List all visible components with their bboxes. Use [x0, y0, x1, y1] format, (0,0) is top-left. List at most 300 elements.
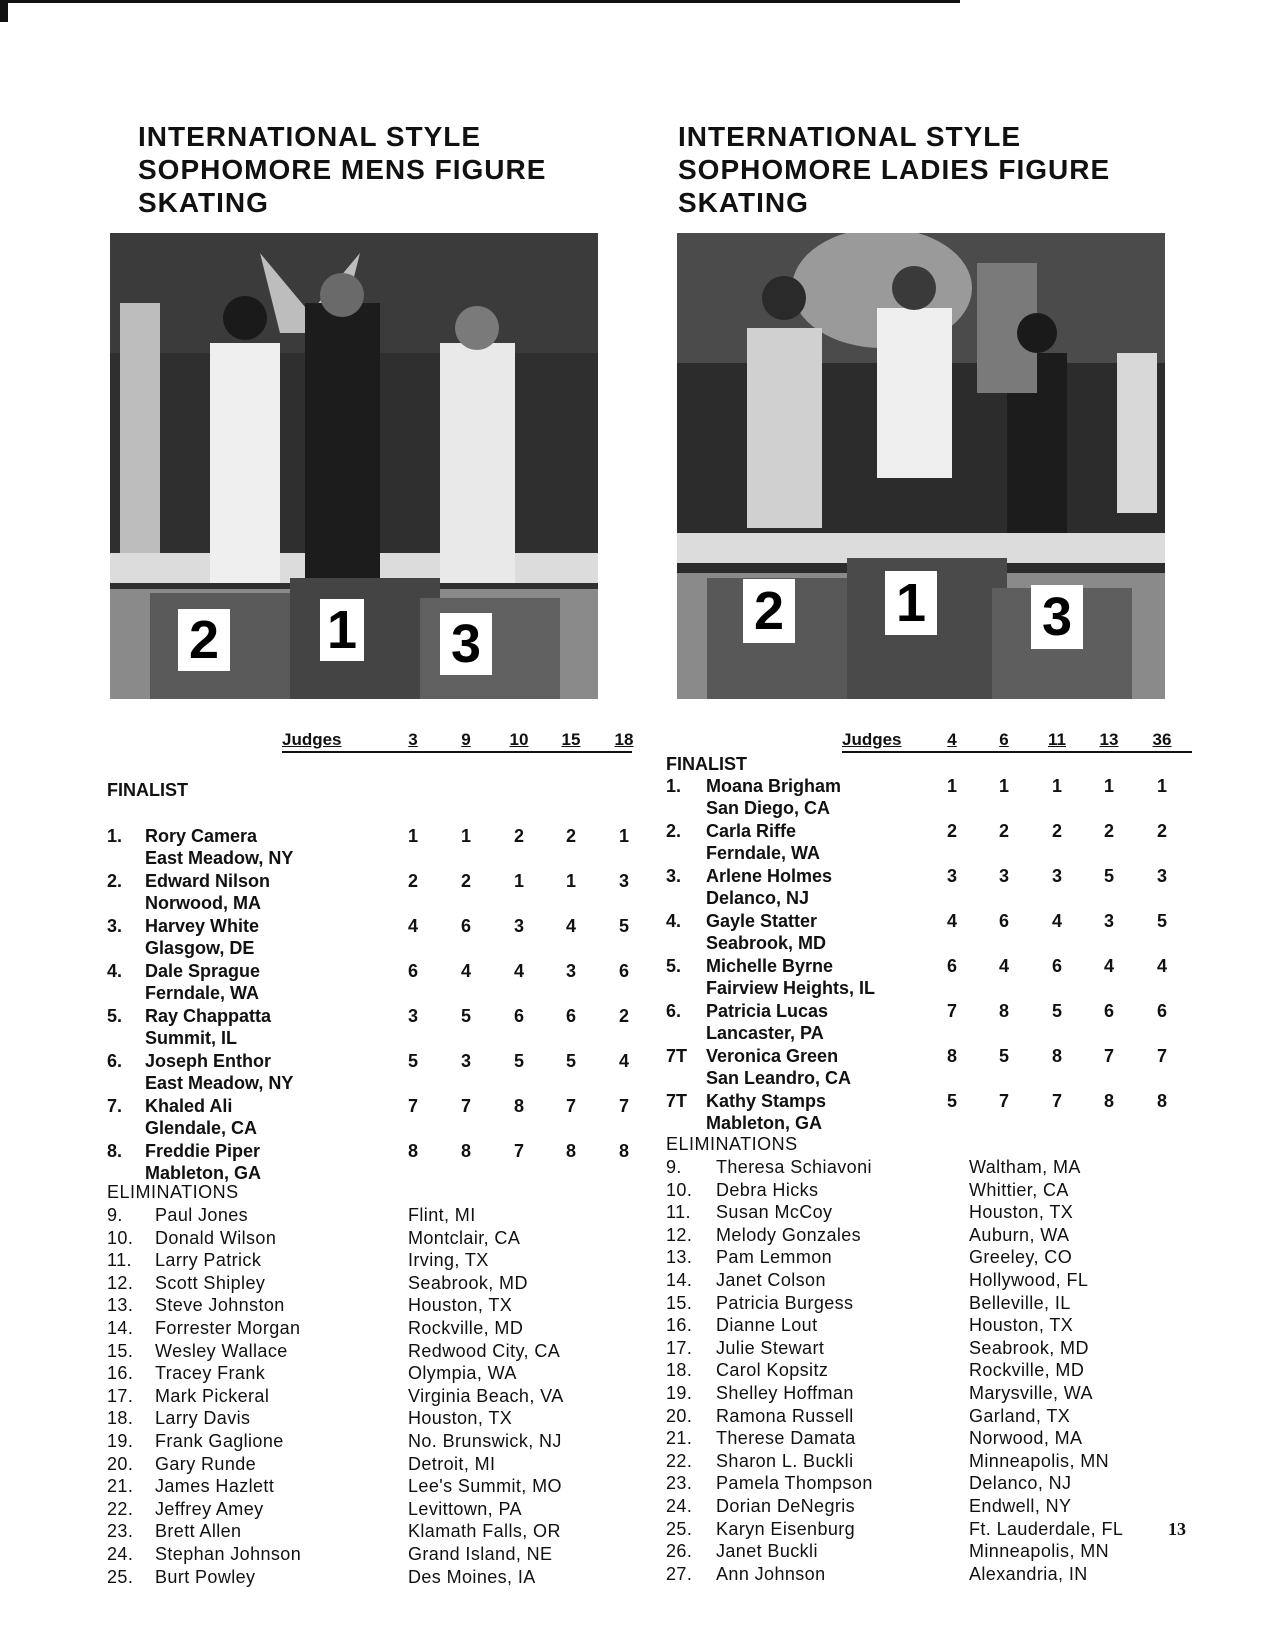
finalist-rank: 3.: [666, 866, 682, 886]
elimination-city: Grand Island, NE: [408, 1544, 553, 1564]
judge-score: 4: [1051, 911, 1062, 931]
judge-score: 5: [618, 916, 629, 936]
elimination-city: Lee's Summit, MO: [408, 1476, 562, 1497]
finalist-rank: 8.: [107, 1141, 123, 1161]
elimination-name: Sharon L. Buckli: [716, 1450, 854, 1471]
finalist-row: [666, 1001, 1266, 1046]
elimination-row: [107, 1567, 637, 1589]
elimination-name: Janet Buckli: [716, 1541, 818, 1562]
ladies-title: INTERNATIONAL STYLE SOPHOMORE LADIES FIGURE SKATING: [678, 121, 1111, 218]
judge-score: 4: [618, 1051, 629, 1071]
finalist-name: Kathy Stamps: [706, 1091, 827, 1111]
judge-score: 1: [460, 826, 471, 846]
elimination-rank: 25.: [107, 1566, 134, 1587]
elimination-name: Theresa Schiavoni: [716, 1157, 872, 1177]
judge-number: 13: [1099, 730, 1119, 749]
judge-score: 2: [460, 871, 471, 891]
elimination-name: Forrester Morgan: [155, 1318, 301, 1338]
elimination-city: Belleville, IL: [969, 1292, 1071, 1313]
elimination-city: Waltham, MA: [969, 1157, 1081, 1177]
elimination-row: [666, 1338, 1266, 1360]
elimination-rank: 11.: [666, 1202, 691, 1223]
elimination-name: Ramona Russell: [716, 1405, 854, 1426]
finalist-rank: 2.: [666, 821, 682, 841]
finalist-city: East Meadow, NY: [145, 1073, 294, 1093]
elimination-name: Therese Damata: [716, 1428, 856, 1449]
finalist-row: [107, 1096, 637, 1141]
elimination-city: Levittown, PA: [408, 1498, 522, 1519]
elimination-rank: 12.: [666, 1224, 693, 1245]
finalist-name: Rory Camera: [145, 826, 258, 846]
judge-score: 8: [946, 1046, 957, 1066]
judge-score: 1: [618, 826, 629, 846]
elimination-row: [107, 1228, 637, 1250]
elimination-city: Norwood, MA: [969, 1428, 1083, 1449]
judge-score: 7: [565, 1096, 576, 1116]
elimination-name: Jeffrey Amey: [155, 1498, 264, 1519]
elimination-city: Virginia Beach, VA: [408, 1385, 564, 1406]
elimination-name: Tracey Frank: [155, 1363, 266, 1384]
finalist-name: Ray Chappatta: [145, 1006, 272, 1026]
finalist-rank: 7.: [107, 1096, 123, 1116]
judge-number: 11: [1048, 730, 1066, 749]
judge-score: 7: [946, 1001, 957, 1021]
judge-score: 6: [946, 956, 957, 976]
finalist-rank: 5.: [107, 1006, 123, 1026]
elimination-rank: 9.: [107, 1205, 123, 1225]
elimination-rank: 22.: [107, 1498, 134, 1519]
judge-score: 3: [407, 1006, 418, 1026]
elimination-name: Gary Runde: [155, 1453, 257, 1474]
elimination-name: Stephan Johnson: [155, 1544, 302, 1564]
judge-score: 3: [618, 871, 629, 891]
judge-score: 5: [1156, 911, 1167, 931]
judge-score: 5: [1051, 1001, 1062, 1021]
elimination-rank: 18.: [107, 1408, 134, 1429]
elimination-row: [107, 1295, 637, 1317]
judge-score: 8: [1103, 1091, 1114, 1111]
elimination-city: Flint, MI: [408, 1205, 476, 1225]
podium-number-1: 1: [320, 599, 364, 661]
elimination-row: [666, 1383, 1266, 1405]
judge-score: 5: [460, 1006, 471, 1026]
elimination-row: [107, 1521, 637, 1543]
elimination-rank: 27.: [666, 1563, 693, 1584]
finalist-row: [666, 911, 1266, 956]
judge-number: 18: [614, 730, 634, 749]
elimination-city: Redwood City, CA: [408, 1340, 561, 1361]
finalist-city: East Meadow, NY: [145, 848, 294, 868]
elimination-rank: 18.: [666, 1360, 693, 1381]
finalist-name: Carla Riffe: [706, 821, 797, 841]
judge-score: 7: [1051, 1091, 1062, 1111]
judge-score: 5: [565, 1051, 576, 1071]
elimination-row: [666, 1564, 1266, 1586]
judge-score: 6: [513, 1006, 524, 1026]
finalist-city: Mableton, GA: [145, 1163, 261, 1183]
elimination-row: [666, 1541, 1266, 1563]
judge-score: 1: [407, 826, 418, 846]
elimination-row: [666, 1293, 1266, 1315]
judge-score: 3: [998, 866, 1009, 886]
elimination-rank: 11.: [107, 1250, 132, 1271]
finalist-row: [107, 871, 637, 916]
judge-score: 3: [513, 916, 524, 936]
finalist-name: Arlene Holmes: [706, 866, 833, 886]
judge-score: 8: [460, 1141, 471, 1161]
elimination-name: Frank Gaglione: [155, 1431, 284, 1451]
elimination-name: Mark Pickeral: [155, 1385, 270, 1406]
elimination-name: Dorian DeNegris: [716, 1496, 856, 1516]
elimination-row: [666, 1473, 1266, 1495]
judge-score: 5: [946, 1091, 957, 1111]
judge-score: 1: [565, 871, 576, 891]
elimination-name: Wesley Wallace: [155, 1340, 288, 1361]
judge-score: 3: [1156, 866, 1167, 886]
finalist-name: Edward Nilson: [145, 871, 271, 891]
elimination-rank: 21.: [107, 1476, 134, 1497]
judge-score: 6: [1103, 1001, 1114, 1021]
judge-number: 6: [999, 730, 1009, 749]
elimination-name: Julie Stewart: [716, 1337, 825, 1358]
judge-score: 4: [946, 911, 957, 931]
elimination-city: Olympia, WA: [408, 1363, 517, 1384]
finalist-name: Freddie Piper: [145, 1141, 261, 1161]
elimination-rank: 24.: [666, 1496, 693, 1516]
podium-number-3: 3: [440, 613, 492, 675]
elimination-row: [666, 1428, 1266, 1450]
finalist-rank: 2.: [107, 871, 123, 891]
judge-score: 1: [1103, 776, 1114, 796]
elimination-rank: 19.: [666, 1383, 693, 1403]
judge-score: 4: [1156, 956, 1167, 976]
elimination-row: [666, 1180, 1266, 1202]
mens-podium-photo: [110, 233, 598, 699]
elimination-rank: 9.: [666, 1157, 682, 1177]
elimination-name: Debra Hicks: [716, 1179, 819, 1200]
elimination-name: Brett Allen: [155, 1521, 242, 1542]
judge-number: 36: [1152, 730, 1172, 749]
finalist-city: San Diego, CA: [706, 798, 831, 818]
elimination-city: Houston, TX: [408, 1295, 513, 1316]
elimination-rank: 23.: [666, 1473, 693, 1494]
judge-score: 3: [946, 866, 957, 886]
judges-rule: [282, 751, 632, 753]
judge-score: 1: [513, 871, 524, 891]
judge-score: 5: [998, 1046, 1009, 1066]
elimination-row: [666, 1360, 1266, 1382]
elimination-name: Larry Davis: [155, 1408, 251, 1429]
finalist-rank: 7T: [666, 1046, 688, 1066]
finalist-city: Ferndale, WA: [145, 983, 260, 1003]
finalist-name: Dale Sprague: [145, 961, 261, 981]
judge-score: 5: [407, 1051, 418, 1071]
elimination-city: Klamath Falls, OR: [408, 1521, 561, 1542]
finalist-rank: 6.: [666, 1001, 682, 1021]
judge-score: 1: [1051, 776, 1062, 796]
judge-score: 6: [1156, 1001, 1167, 1021]
finalist-name: Khaled Ali: [145, 1096, 233, 1116]
finalist-row: [666, 1046, 1266, 1091]
judge-score: 4: [460, 961, 471, 981]
elimination-row: [666, 1225, 1266, 1247]
finalist-row: [107, 1006, 637, 1051]
judge-score: 1: [998, 776, 1009, 796]
elimination-rank: 13.: [107, 1295, 134, 1316]
elimination-row: [666, 1496, 1266, 1518]
judge-score: 7: [618, 1096, 629, 1116]
judge-number: 15: [561, 730, 581, 749]
finalist-row: [107, 1141, 637, 1186]
elimination-row: [666, 1451, 1266, 1473]
elimination-city: No. Brunswick, NJ: [408, 1431, 562, 1451]
finalist-row: [666, 1091, 1266, 1136]
podium-number-1: 1: [885, 571, 937, 635]
elimination-rank: 17.: [107, 1385, 134, 1406]
judge-score: 6: [618, 961, 629, 981]
elimination-rank: 21.: [666, 1428, 693, 1449]
elimination-rank: 16.: [666, 1315, 693, 1336]
podium-number-3: 3: [1031, 585, 1083, 649]
judge-score: 2: [1051, 821, 1062, 841]
elimination-row: [666, 1270, 1266, 1292]
judge-score: 2: [1156, 821, 1167, 841]
elimination-name: Scott Shipley: [155, 1272, 266, 1293]
elimination-rank: 13.: [666, 1247, 693, 1268]
elimination-name: Dianne Lout: [716, 1315, 818, 1336]
elimination-rank: 24.: [107, 1544, 134, 1564]
elimination-name: Donald Wilson: [155, 1227, 277, 1248]
finalist-name: Veronica Green: [706, 1046, 839, 1066]
finalist-city: Delanco, NJ: [706, 888, 810, 908]
elimination-city: Irving, TX: [408, 1250, 489, 1271]
elimination-rank: 26.: [666, 1541, 693, 1562]
finalist-row: [666, 956, 1266, 1001]
judge-score: 4: [998, 956, 1009, 976]
elimination-row: [107, 1341, 637, 1363]
mens-finalist-label: FINALIST: [107, 780, 188, 800]
corner-mark: [0, 0, 8, 22]
elimination-city: Garland, TX: [969, 1405, 1071, 1426]
elimination-row: [107, 1431, 637, 1453]
elimination-rank: 23.: [107, 1521, 134, 1542]
elimination-rank: 16.: [107, 1363, 134, 1384]
finalist-name: Harvey White: [145, 916, 260, 936]
elimination-rank: 15.: [107, 1340, 134, 1361]
elimination-row: [107, 1454, 637, 1476]
elimination-name: Patricia Burgess: [716, 1292, 854, 1313]
judge-score: 4: [407, 916, 418, 936]
judge-score: 3: [1103, 911, 1114, 931]
elimination-name: Paul Jones: [155, 1205, 249, 1225]
top-rule: [0, 0, 960, 3]
elimination-city: Marysville, WA: [969, 1383, 1093, 1403]
elimination-city: Rockville, MD: [408, 1318, 524, 1338]
judge-number: 4: [947, 730, 957, 749]
elimination-name: James Hazlett: [155, 1476, 275, 1497]
elimination-city: Detroit, MI: [408, 1453, 496, 1474]
finalist-city: Mableton, GA: [706, 1113, 822, 1133]
mens-title: INTERNATIONAL STYLE SOPHOMORE MENS FIGURE SKATING: [138, 121, 547, 218]
judge-score: 2: [1103, 821, 1114, 841]
judge-score: 3: [1051, 866, 1062, 886]
finalist-row: [107, 826, 637, 871]
finalist-row: [666, 821, 1266, 866]
elimination-row: [666, 1406, 1266, 1428]
finalist-row: [107, 1051, 637, 1096]
elimination-city: Houston, TX: [408, 1408, 513, 1429]
judge-number: 9: [461, 730, 471, 749]
judge-score: 5: [513, 1051, 524, 1071]
judge-score: 8: [565, 1141, 576, 1161]
elimination-name: Shelley Hoffman: [716, 1383, 854, 1403]
elimination-name: Janet Colson: [716, 1270, 826, 1290]
elimination-city: Des Moines, IA: [408, 1566, 536, 1587]
elimination-row: [107, 1544, 637, 1566]
judges-rule: [842, 751, 1192, 753]
judge-score: 6: [460, 916, 471, 936]
elimination-rank: 25.: [666, 1518, 693, 1539]
finalist-rank: 6.: [107, 1051, 123, 1071]
elimination-name: Pamela Thompson: [716, 1473, 873, 1494]
elimination-name: Karyn Eisenburg: [716, 1518, 856, 1539]
judge-score: 8: [407, 1141, 418, 1161]
ladies-podium-photo: [677, 233, 1165, 699]
elimination-row: [107, 1318, 637, 1340]
judges-label: Judges: [842, 730, 902, 749]
elimination-row: [107, 1250, 637, 1272]
finalist-rank: 4.: [107, 961, 123, 981]
judge-score: 1: [1156, 776, 1167, 796]
elimination-city: Houston, TX: [969, 1315, 1074, 1336]
finalist-rank: 7T: [666, 1091, 688, 1111]
judge-score: 7: [1103, 1046, 1114, 1066]
judge-score: 4: [565, 916, 576, 936]
judge-score: 4: [513, 961, 524, 981]
judge-score: 8: [1051, 1046, 1062, 1066]
judge-score: 3: [565, 961, 576, 981]
finalist-rank: 1.: [107, 826, 123, 846]
elimination-name: Melody Gonzales: [716, 1224, 862, 1245]
finalist-rank: 4.: [666, 911, 682, 931]
elimination-rank: 17.: [666, 1337, 693, 1358]
judge-number: 10: [509, 730, 529, 749]
finalist-name: Michelle Byrne: [706, 956, 834, 976]
judge-score: 7: [1156, 1046, 1167, 1066]
judge-score: 6: [565, 1006, 576, 1026]
elimination-rank: 15.: [666, 1292, 693, 1313]
elimination-city: Endwell, NY: [969, 1496, 1072, 1516]
elimination-row: [107, 1205, 637, 1227]
finalist-city: San Leandro, CA: [706, 1068, 852, 1088]
finalist-city: Ferndale, WA: [706, 843, 821, 863]
judge-score: 6: [407, 961, 418, 981]
finalist-city: Summit, IL: [145, 1028, 238, 1048]
judge-score: 1: [946, 776, 957, 796]
elimination-rank: 20.: [666, 1405, 693, 1426]
elimination-name: Steve Johnston: [155, 1295, 285, 1316]
elimination-city: Houston, TX: [969, 1202, 1074, 1223]
elimination-row: [107, 1476, 637, 1498]
elimination-row: [107, 1363, 637, 1385]
judge-score: 6: [998, 911, 1009, 931]
finalist-city: Seabrook, MD: [706, 933, 827, 953]
judge-score: 7: [998, 1091, 1009, 1111]
elimination-row: [107, 1499, 637, 1521]
judge-score: 8: [513, 1096, 524, 1116]
judge-score: 8: [618, 1141, 629, 1161]
finalist-rank: 5.: [666, 956, 682, 976]
finalist-row: [107, 961, 637, 1006]
ladies-eliminations-label: ELIMINATIONS: [666, 1134, 798, 1154]
elimination-rank: 19.: [107, 1431, 134, 1451]
judge-score: 2: [513, 826, 524, 846]
elimination-row: [666, 1202, 1266, 1224]
elimination-rank: 14.: [666, 1270, 693, 1290]
finalist-row: [107, 916, 637, 961]
elimination-city: Delanco, NJ: [969, 1473, 1072, 1494]
finalist-city: Glendale, CA: [145, 1118, 258, 1138]
elimination-rank: 14.: [107, 1318, 134, 1338]
finalist-city: Fairview Heights, IL: [706, 978, 876, 998]
elimination-city: Auburn, WA: [969, 1224, 1070, 1245]
judge-score: 7: [513, 1141, 524, 1161]
elimination-row: [666, 1315, 1266, 1337]
judge-score: 5: [1103, 866, 1114, 886]
elimination-city: Rockville, MD: [969, 1360, 1085, 1381]
ladies-finalist-label: FINALIST: [666, 754, 747, 774]
judges-label: Judges: [282, 730, 342, 749]
finalist-name: Joseph Enthor: [145, 1051, 272, 1071]
elimination-rank: 20.: [107, 1453, 134, 1474]
finalist-row: [666, 776, 1266, 821]
finalist-rank: 1.: [666, 776, 682, 796]
finalist-city: Glasgow, DE: [145, 938, 255, 958]
elimination-rank: 22.: [666, 1450, 693, 1471]
elimination-rank: 12.: [107, 1272, 134, 1293]
finalist-city: Norwood, MA: [145, 893, 261, 913]
elimination-name: Carol Kopsitz: [716, 1360, 829, 1381]
judge-score: 7: [460, 1096, 471, 1116]
elimination-city: Seabrook, MD: [969, 1337, 1089, 1358]
elimination-rank: 10.: [666, 1179, 693, 1200]
podium-number-2: 2: [743, 579, 795, 643]
elimination-city: Hollywood, FL: [969, 1270, 1089, 1290]
judge-score: 2: [407, 871, 418, 891]
judge-score: 7: [407, 1096, 418, 1116]
elimination-name: Ann Johnson: [716, 1563, 826, 1584]
finalist-row: [666, 866, 1266, 911]
elimination-name: Burt Powley: [155, 1566, 256, 1587]
elimination-row: [107, 1408, 637, 1430]
elimination-row: [666, 1157, 1266, 1179]
podium-number-2: 2: [178, 609, 230, 671]
finalist-name: Gayle Statter: [706, 911, 818, 931]
elimination-city: Alexandria, IN: [969, 1563, 1088, 1584]
judge-score: 3: [460, 1051, 471, 1071]
page-number: 13: [1168, 1519, 1186, 1539]
judge-score: 2: [565, 826, 576, 846]
elimination-row: [107, 1386, 637, 1408]
finalist-rank: 3.: [107, 916, 123, 936]
elimination-city: Minneapolis, MN: [969, 1541, 1110, 1562]
elimination-city: Montclair, CA: [408, 1227, 521, 1248]
judge-score: 4: [1103, 956, 1114, 976]
elimination-city: Minneapolis, MN: [969, 1450, 1110, 1471]
judge-score: 2: [998, 821, 1009, 841]
elimination-name: Pam Lemmon: [716, 1247, 833, 1268]
elimination-city: Ft. Lauderdale, FL: [969, 1518, 1124, 1539]
